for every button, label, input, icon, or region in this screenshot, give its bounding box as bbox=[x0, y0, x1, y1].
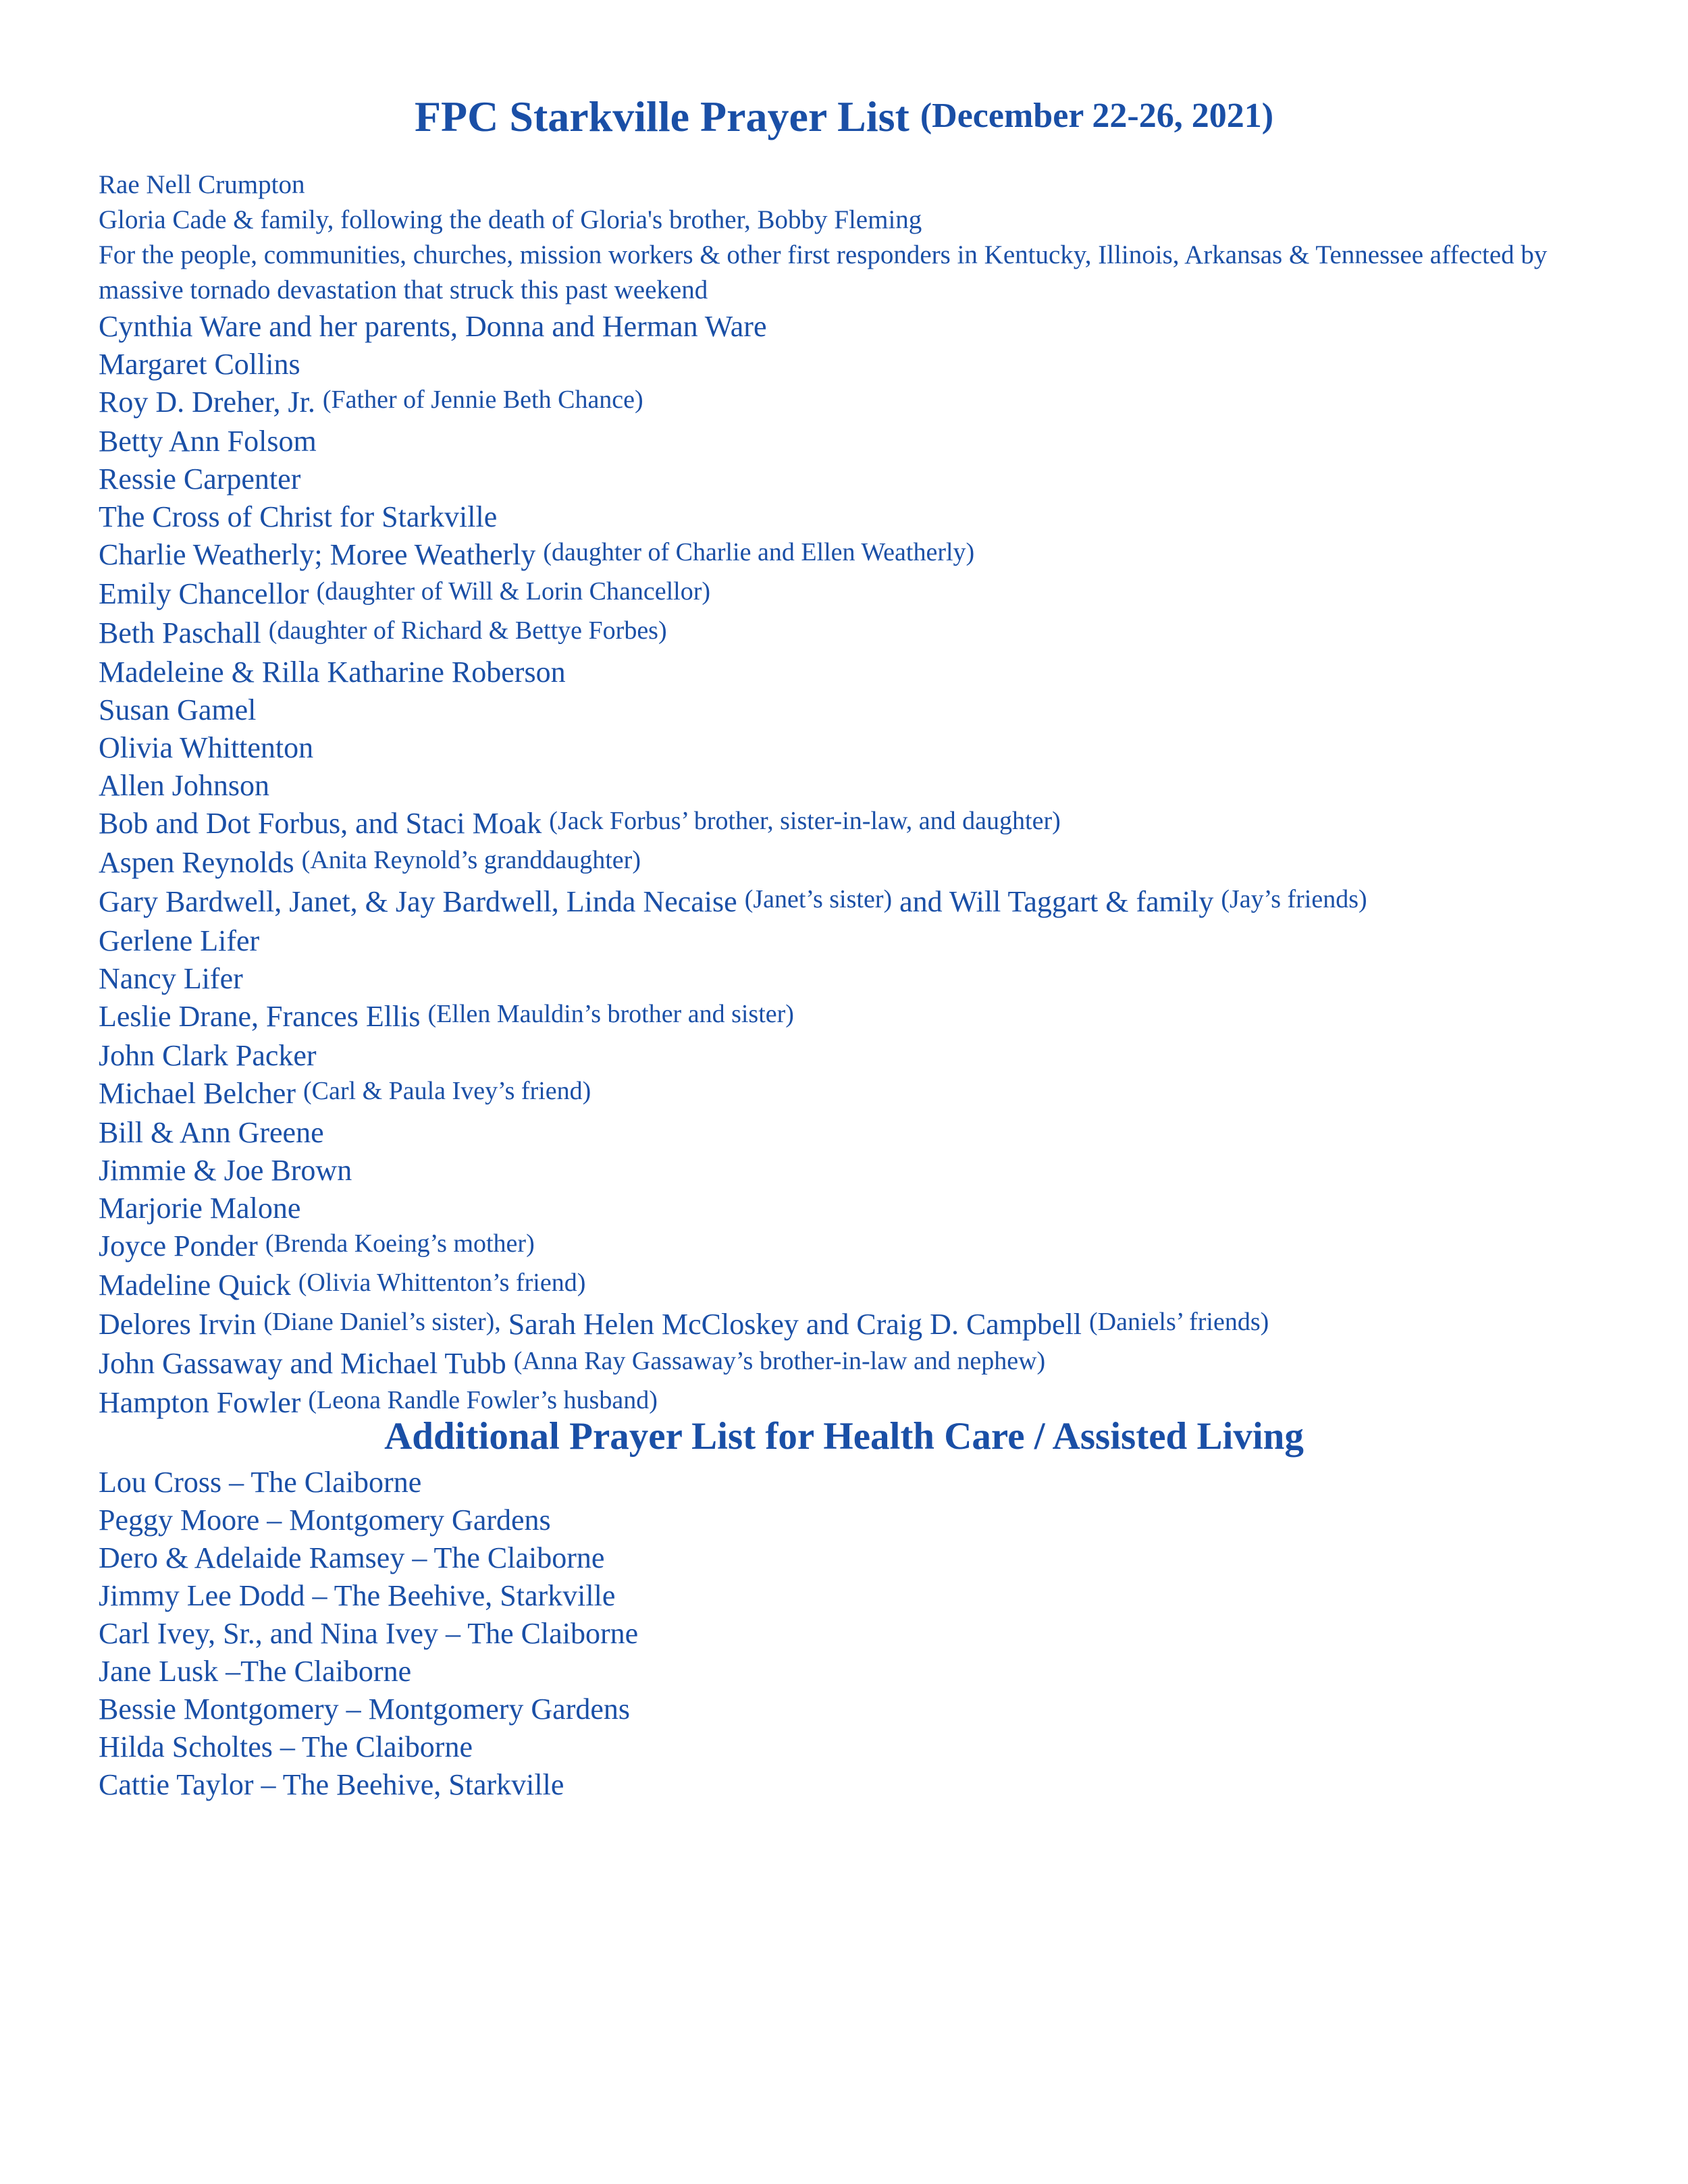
list-item: Lou Cross – The Claiborne bbox=[99, 1466, 422, 1499]
item-name: John Gassaway and Michael Tubb bbox=[99, 1347, 506, 1380]
item-note: (Anita Reynold’s granddaughter) bbox=[301, 846, 641, 874]
list-item bbox=[99, 1152, 1625, 1190]
item-name: Joyce Ponder bbox=[99, 1229, 258, 1262]
list-item bbox=[99, 1190, 1625, 1227]
item-name: Ressie Carpenter bbox=[99, 462, 301, 496]
list-item: Dero & Adelaide Ramsey – The Claiborne bbox=[99, 1541, 605, 1574]
item-name: Olivia Whittenton bbox=[99, 731, 314, 764]
list-item bbox=[99, 1114, 1625, 1152]
list-item: For the people, communities, churches, mission workers & other first responders in Kentucky, Illinois, Arkansas & Tennessee affected by massive tornado devastation that struck this past weekend bbox=[99, 240, 1548, 304]
list-item bbox=[99, 960, 1625, 998]
item-note: (Diane Daniel’s sister), bbox=[263, 1308, 501, 1336]
item-name: Margaret Collins bbox=[99, 348, 300, 381]
list-item bbox=[99, 844, 1625, 883]
item-name: Allen Johnson bbox=[99, 769, 269, 802]
list-item bbox=[99, 805, 1625, 844]
section-title: Additional Prayer List for Health Care / Assisted Living bbox=[384, 1415, 1304, 1458]
item-name: Beth Paschall bbox=[99, 616, 261, 649]
item-note: (Janet’s sister) bbox=[744, 885, 893, 913]
list-item bbox=[99, 1075, 1625, 1114]
list-item: Jane Lusk –The Claiborne bbox=[99, 1655, 412, 1688]
additional-prayer-list bbox=[99, 1464, 1625, 1804]
item-name: Marjorie Malone bbox=[99, 1192, 301, 1225]
list-item bbox=[99, 1306, 1625, 1345]
item-name: Delores Irvin bbox=[99, 1308, 257, 1341]
list-item bbox=[99, 654, 1625, 691]
list-item: Bessie Montgomery – Montgomery Gardens bbox=[99, 1693, 630, 1726]
list-item bbox=[99, 729, 1625, 767]
item-name: Gary Bardwell, Janet, & Jay Bardwell, Linda Necaise bbox=[99, 885, 737, 918]
list-item: Jimmy Lee Dodd – The Beehive, Starkville bbox=[99, 1579, 616, 1612]
list-item: Rae Nell Crumpton bbox=[99, 170, 305, 199]
list-item bbox=[99, 883, 1625, 922]
item-name: Cynthia Ware and her parents, Donna and Herman Ware bbox=[99, 310, 767, 343]
item-name: Sarah Helen McCloskey and Craig D. Campbell bbox=[508, 1308, 1082, 1341]
item-name: Hampton Fowler bbox=[99, 1386, 301, 1419]
item-note: (Anna Ray Gassaway’s brother-in-law and nephew) bbox=[513, 1347, 1046, 1375]
item-name: and Will Taggart & family bbox=[899, 885, 1214, 918]
list-item bbox=[99, 1037, 1625, 1075]
list-item bbox=[99, 383, 1625, 423]
item-note: (daughter of Richard & Bettye Forbes) bbox=[268, 616, 667, 645]
item-name: Aspen Reynolds bbox=[99, 846, 294, 879]
list-item bbox=[99, 614, 1625, 654]
item-name: Charlie Weatherly; Moree Weatherly bbox=[99, 538, 536, 571]
title-text: FPC Starkville Prayer List bbox=[414, 92, 909, 140]
item-name: The Cross of Christ for Starkville bbox=[99, 500, 498, 533]
item-name: Michael Belcher bbox=[99, 1077, 296, 1110]
list-item: Cattie Taylor – The Beehive, Starkville bbox=[99, 1768, 564, 1801]
list-item bbox=[99, 460, 1625, 498]
list-item bbox=[99, 1345, 1625, 1384]
item-name: Madeline Quick bbox=[99, 1269, 291, 1302]
list-item bbox=[99, 498, 1625, 536]
list-item: Carl Ivey, Sr., and Nina Ivey – The Claiborne bbox=[99, 1617, 639, 1650]
item-name: Madeleine & Rilla Katharine Roberson bbox=[99, 656, 566, 689]
list-item bbox=[99, 423, 1625, 460]
item-name: Jimmie & Joe Brown bbox=[99, 1154, 352, 1187]
list-item bbox=[99, 767, 1625, 805]
list-item: Gloria Cade & family, following the death of Gloria's brother, Bobby Fleming bbox=[99, 205, 922, 234]
list-item bbox=[99, 1267, 1625, 1306]
list-item bbox=[99, 691, 1625, 729]
item-note: (Jay’s friends) bbox=[1221, 885, 1367, 913]
list-item bbox=[99, 536, 1625, 575]
item-name: Emily Chancellor bbox=[99, 577, 309, 610]
item-note: (Brenda Koeing’s mother) bbox=[265, 1229, 535, 1258]
item-name: Gerlene Lifer bbox=[99, 924, 260, 957]
item-name: Susan Gamel bbox=[99, 693, 257, 726]
item-note: (Leona Randle Fowler’s husband) bbox=[308, 1386, 658, 1414]
list-item bbox=[99, 922, 1625, 960]
list-item: Hilda Scholtes – The Claiborne bbox=[99, 1730, 473, 1763]
item-note: (Jack Forbus’ brother, sister-in-law, and daughter) bbox=[549, 807, 1061, 835]
item-note: (daughter of Charlie and Ellen Weatherly) bbox=[543, 538, 975, 566]
item-name: Roy D. Dreher, Jr. bbox=[99, 385, 315, 419]
item-note: (Carl & Paula Ivey’s friend) bbox=[302, 1077, 591, 1105]
item-name: Leslie Drane, Frances Ellis bbox=[99, 1000, 421, 1033]
item-name: Bob and Dot Forbus, and Staci Moak bbox=[99, 807, 542, 840]
title-date: (December 22-26, 2021) bbox=[920, 97, 1274, 135]
item-note: (daughter of Will & Lorin Chancellor) bbox=[316, 577, 711, 606]
list-item bbox=[99, 1227, 1625, 1267]
item-name: Nancy Lifer bbox=[99, 962, 243, 995]
item-name: John Clark Packer bbox=[99, 1039, 317, 1072]
item-name: Betty Ann Folsom bbox=[99, 425, 317, 458]
list-item bbox=[99, 998, 1625, 1037]
list-item bbox=[99, 346, 1625, 383]
item-note: (Daniels’ friends) bbox=[1089, 1308, 1269, 1336]
list-item: Peggy Moore – Montgomery Gardens bbox=[99, 1503, 551, 1537]
item-name: Bill & Ann Greene bbox=[99, 1116, 324, 1149]
item-note: (Olivia Whittenton’s friend) bbox=[298, 1269, 586, 1297]
list-item bbox=[99, 575, 1625, 614]
prayer-list bbox=[99, 167, 1625, 1423]
item-note: (Ellen Mauldin’s brother and sister) bbox=[427, 1000, 794, 1028]
page-title bbox=[0, 86, 1688, 151]
item-note: (Father of Jennie Beth Chance) bbox=[322, 385, 643, 414]
list-item bbox=[99, 308, 1625, 346]
